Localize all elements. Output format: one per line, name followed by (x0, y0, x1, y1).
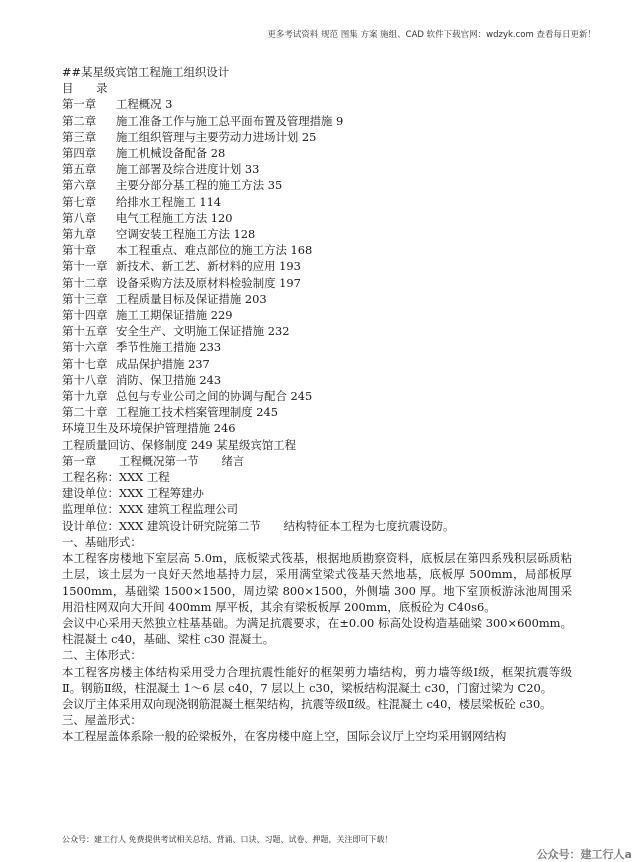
toc-chapter: 第十四章 (62, 308, 108, 323)
toc-title: 工程质量目标及保证措施 203 (116, 291, 267, 306)
toc-title: 消防、保卫措施 243 (116, 372, 222, 387)
section-foundation (62, 534, 572, 647)
toc-title: 主要分部分基工程的施工方法 35 (116, 178, 283, 193)
document-body (62, 64, 572, 745)
design-unit: 设计单位：XXX 建筑设计研究院第二节 结构特征本工程为七度抗震设防。 (62, 518, 455, 533)
toc-chapter: 第十五章 (62, 324, 108, 339)
toc-title: 安全生产、文明施工保证措施 232 (116, 324, 290, 339)
toc-chapter: 第三章 (62, 129, 97, 144)
document-title: ##某星级宾馆工程施工组织设计 (62, 65, 230, 79)
toc-chapter: 第六章 (62, 178, 97, 193)
page-header-note: 更多考试资料 规范 图集 方案 施组、CAD 软件下载官网：wdzyk.com 查看每日更新！ (267, 30, 596, 40)
toc-entry (62, 372, 572, 388)
toc-chapter: 第四章 (62, 146, 97, 161)
paragraph: 本工程屋盖体系除一般的砼梁板外，在客房楼中庭上空，国际会议厅上空均采用钢网结构 (62, 729, 507, 744)
toc-entry (62, 291, 572, 307)
toc-entry (62, 404, 572, 420)
section-heading: 一、基础形式： (62, 534, 142, 549)
paragraph: 会议厅主体采用双向现浇钢筋混凝土框架结构，抗震等级Ⅱ级。柱混凝土 c40，楼层梁板砼 c30。 (62, 696, 552, 711)
section-heading: 三、屋盖形式： (62, 713, 142, 728)
toc-title: 本工程重点、难点部位的施工方法 168 (116, 243, 313, 258)
chapter-heading: 第一章 工程概况第一节 绪言 (62, 453, 245, 468)
toc-title: 新技术、新工艺、新材料的应用 193 (116, 259, 301, 274)
toc-chapter: 第十一章 (62, 259, 108, 274)
toc-entry (62, 339, 572, 355)
toc-title: 施工组织管理与主要劳动力进场计划 25 (116, 129, 317, 144)
toc-entry (62, 194, 572, 210)
toc-title: 施工准备工作与施工总平面布置及管理措施 9 (116, 113, 344, 128)
toc-entry (62, 275, 572, 291)
watermark: 公众号：建工行人a (536, 848, 632, 861)
toc-title: 施工部署及综合进度计划 33 (116, 162, 260, 177)
section-roof (62, 712, 572, 744)
toc-chapter: 第十七章 (62, 356, 108, 371)
page-footer-note: 公众号：建工行人 免费提供考试相关总结、背诵、口诀、习题、试卷、押题，关注即可下载！ (62, 835, 393, 844)
toc-chapter: 第八章 (62, 210, 97, 225)
toc-title: 成品保护措施 237 (116, 356, 210, 371)
section-main-structure (62, 647, 572, 712)
paragraph: 本工程客房楼地下室层高 5.0m，底板梁式筏基，根据地质勘察资料，底板层在第四系残积层砾质粘土层，该土层为一良好天然地基持力层，采用满堂梁式筏基天然地基，底板厚 500mm，局部板厚 1500mm，基础梁 1500×1500，周边梁 800×1500，外侧墙 300 厚。地下室顶板游泳池周围采用沿柱网双向大开间 400mm 厚平板，其余有梁板板厚 200mm，底板砼为 C40s6。 (62, 551, 572, 614)
toc-entry (62, 177, 572, 193)
toc-extra-entry: 工程质量回访、保修制度 249 某星级宾馆工程 (62, 437, 297, 452)
supervision-unit: 监理单位：XXX 建筑工程监理公司 (62, 502, 239, 517)
toc-title: 给排水工程施工 114 (116, 194, 222, 209)
toc-chapter: 第二章 (62, 113, 97, 128)
toc-entry (62, 323, 572, 339)
toc-heading: 目 录 (62, 81, 108, 96)
toc-title: 空调安装工程施工方法 128 (116, 227, 256, 242)
toc-title: 总包与专业公司之间的协调与配合 245 (116, 389, 313, 404)
toc-entry (62, 96, 572, 112)
toc-entry (62, 356, 572, 372)
toc-title: 季节性施工措施 233 (116, 340, 222, 355)
toc-title: 工程概况 3 (116, 97, 173, 112)
table-of-contents (62, 96, 572, 452)
toc-title: 电气工程施工方法 120 (116, 210, 233, 225)
toc-entry (62, 129, 572, 145)
paragraph: 本工程客房楼主体结构采用受力合理抗震性能好的框架剪力墙结构，剪力墙等级Ⅰ级，框架抗震等级Ⅱ。钢筋Ⅱ级，柱混凝土 1～6 层 c40，7 层以上 c30，梁板结构混凝土 c30，门窗过梁为 C20。 (62, 664, 572, 695)
toc-entry (62, 226, 572, 242)
toc-chapter: 第十二章 (62, 275, 108, 290)
toc-entry (62, 242, 572, 258)
toc-entry (62, 258, 572, 274)
toc-chapter: 第十八章 (62, 372, 108, 387)
toc-entry (62, 388, 572, 404)
client-unit: 建设单位：XXX 工程筹建办 (62, 486, 204, 501)
toc-chapter: 第十章 (62, 243, 97, 258)
toc-chapter: 第五章 (62, 162, 97, 177)
section-heading: 二、主体形式： (62, 648, 142, 663)
toc-entry (62, 145, 572, 161)
toc-chapter: 第十三章 (62, 291, 108, 306)
toc-chapter: 第十九章 (62, 389, 108, 404)
toc-entry (62, 307, 572, 323)
paragraph: 会议中心采用天然独立柱基基础。为满足抗震要求，在±0.00 标高处设构造基础梁 300×600mm。柱混凝土 c40，基础、梁柱 c30 混凝土。 (62, 615, 572, 647)
toc-extra-entry: 环境卫生及环境保护管理措施 246 (62, 421, 236, 436)
project-name: 工程名称：XXX 工程 (62, 470, 170, 485)
toc-chapter: 第九章 (62, 227, 97, 242)
toc-entry (62, 113, 572, 129)
toc-chapter: 第二十章 (62, 405, 108, 420)
toc-chapter: 第一章 (62, 97, 97, 112)
toc-title: 施工工期保证措施 229 (116, 308, 233, 323)
toc-entry (62, 161, 572, 177)
toc-chapter: 第七章 (62, 194, 97, 209)
toc-chapter: 第十六章 (62, 340, 108, 355)
toc-title: 设备采购方法及原材料检验制度 197 (116, 275, 301, 290)
toc-title: 工程施工技术档案管理制度 245 (116, 405, 279, 420)
toc-entry (62, 210, 572, 226)
toc-title: 施工机械设备配备 28 (116, 146, 226, 161)
